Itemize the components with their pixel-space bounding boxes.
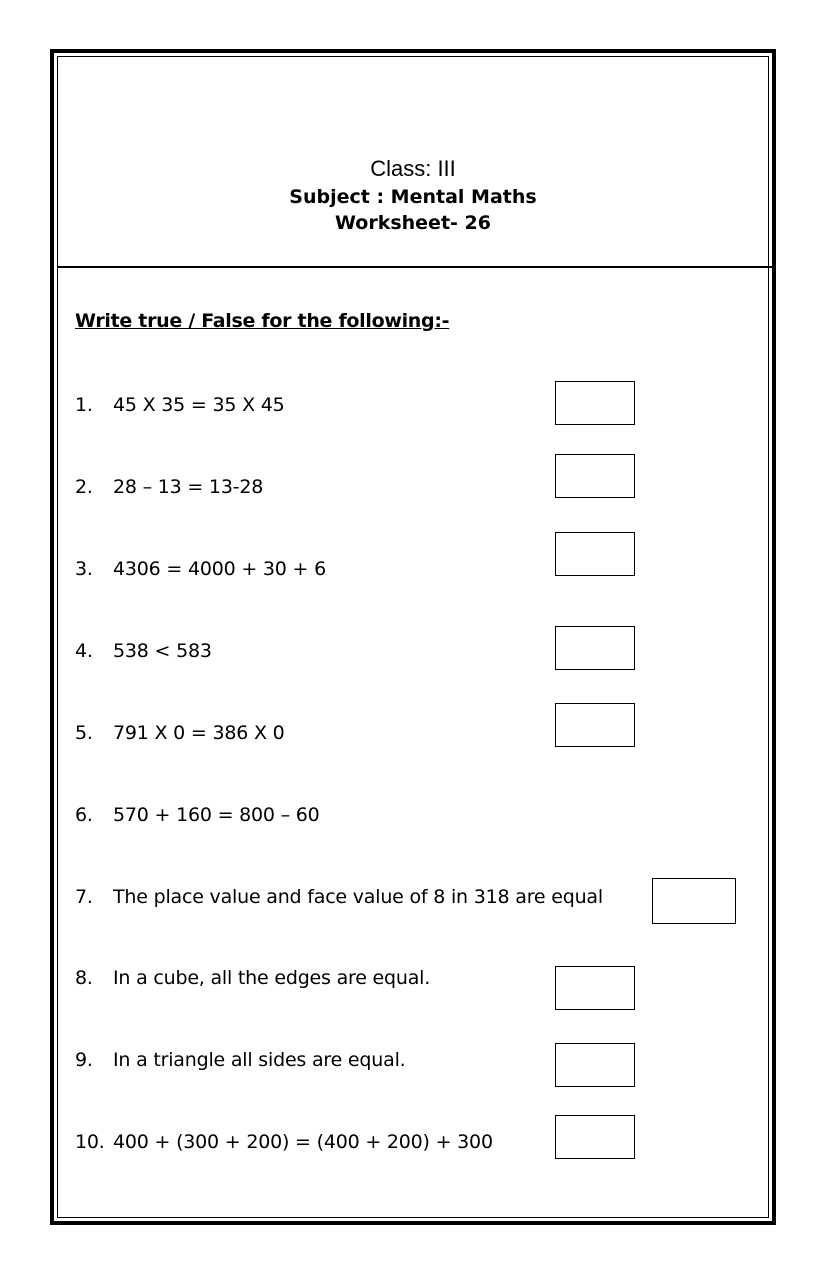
answer-box-8[interactable]: [555, 966, 635, 1010]
question-number: 4.: [75, 640, 93, 662]
question-text: 400 + (300 + 200) = (400 + 200) + 300: [113, 1131, 493, 1153]
question-text: In a triangle all sides are equal.: [113, 1049, 406, 1071]
question-item: [75, 885, 603, 909]
instruction-heading: Write true / False for the following:-: [75, 310, 450, 332]
answer-box-4[interactable]: [555, 626, 635, 670]
question-text: 28 – 13 = 13-28: [113, 476, 264, 498]
answer-box-2[interactable]: [555, 454, 635, 498]
question-text: 570 + 160 = 800 – 60: [113, 804, 320, 826]
question-number: 8.: [75, 967, 93, 989]
question-item: [75, 1048, 406, 1072]
answer-box-9[interactable]: [555, 1043, 635, 1087]
class-title: Class: III: [370, 156, 456, 181]
question-item: [75, 475, 263, 499]
question-item: [75, 966, 430, 990]
header-divider: [58, 266, 776, 268]
question-number: 6.: [75, 804, 93, 826]
question-text: 45 X 35 = 35 X 45: [113, 394, 285, 416]
answer-box-10[interactable]: [555, 1115, 635, 1159]
question-item: [75, 393, 285, 417]
question-number: 10.: [75, 1131, 105, 1153]
question-text: 791 X 0 = 386 X 0: [113, 722, 285, 744]
answer-box-5[interactable]: [555, 703, 635, 747]
answer-box-3[interactable]: [555, 532, 635, 576]
question-text: 4306 = 4000 + 30 + 6: [113, 558, 326, 580]
question-number: 2.: [75, 476, 93, 498]
subject-title: Subject : Mental Maths: [289, 186, 537, 208]
question-number: 3.: [75, 558, 93, 580]
question-text: The place value and face value of 8 in 318 are equal: [113, 886, 603, 908]
question-text: In a cube, all the edges are equal.: [113, 967, 431, 989]
question-number: 9.: [75, 1049, 93, 1071]
answer-box-7[interactable]: [652, 878, 736, 924]
answer-box-1[interactable]: [555, 381, 635, 425]
question-item: [75, 803, 320, 827]
question-number: 5.: [75, 722, 93, 744]
question-text: 538 < 583: [113, 640, 212, 662]
question-number: 7.: [75, 886, 93, 908]
question-item: [75, 557, 326, 581]
question-number: 1.: [75, 394, 93, 416]
question-item: [75, 639, 212, 663]
question-item: [75, 721, 285, 745]
worksheet-title: Worksheet- 26: [335, 212, 491, 234]
question-item: [75, 1130, 493, 1154]
